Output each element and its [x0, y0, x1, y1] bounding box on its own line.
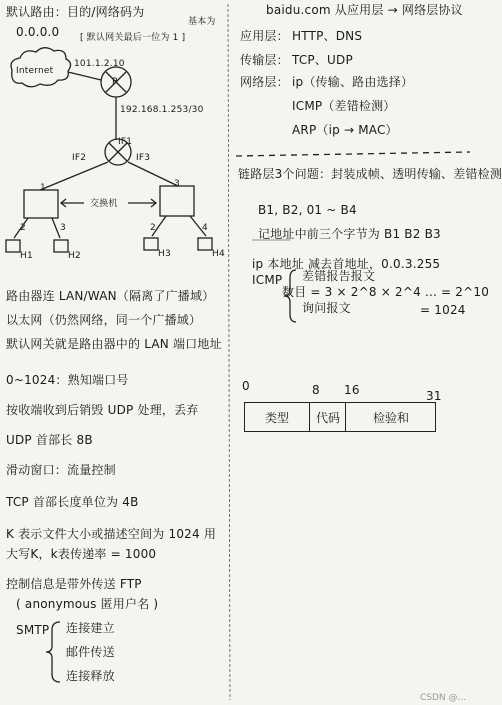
ruler-label: 31 [426, 389, 442, 403]
transport-layer-label: 传输层： [240, 53, 289, 67]
port-label: 4 [202, 223, 208, 233]
table-cell-code: 代码 [311, 403, 346, 431]
network-layer-ip: ip（传输、路由选择） [292, 75, 414, 89]
note-router-lan-wan: 路由器连 LAN/WAN（隔离了广播域） [6, 289, 215, 303]
icmp-item: 差错报告报文 [302, 269, 376, 283]
host-label: H4 [212, 249, 225, 259]
network-layer-icmp: ICMP（差错检测） [292, 99, 396, 113]
host-label: H2 [68, 251, 81, 261]
right-dashed-separator [236, 152, 470, 156]
count-line: 数目 = 3 × 2^8 × 2^4 ... = 2^10 [282, 285, 490, 299]
count-result: = 1024 [420, 303, 466, 317]
wan-ip-label: 101.1.2.10 [74, 59, 125, 69]
table-cell-checksum: 检验和 [372, 410, 409, 425]
note-ethernet: 以太网（仍然网络，同一个广播域） [6, 313, 202, 327]
lan-ip-label: 192.168.1.253/30 [120, 105, 204, 115]
app-layer-value: HTTP、DNS [292, 29, 363, 43]
note-default-gateway: 默认网关就是路由器中的 LAN 端口地址 [6, 337, 222, 351]
table-cell-type: 类型 [245, 403, 310, 431]
port-label: 2 [20, 223, 26, 233]
app-layer-label: 应用层： [240, 29, 289, 43]
host-label: H3 [158, 249, 171, 259]
smtp-item: 连接释放 [66, 669, 115, 683]
note-sliding-window: 滑动窗口：流量控制 [6, 463, 116, 477]
watermark: CSDN @... [420, 693, 467, 703]
port-label: 3 [174, 179, 180, 189]
smtp-item: 邮件传送 [66, 645, 115, 659]
ip-address-note: ip 本地址 减去首地址，0.0.3.255 [252, 257, 441, 271]
ruler-label: 16 [344, 383, 360, 397]
switch-label: 交换机 [90, 199, 118, 209]
smtp-item: 连接建立 [66, 621, 115, 635]
network-layer-label: 网络层： [240, 75, 289, 89]
default-route-title: 默认路由：目的/网络码为 [6, 5, 145, 19]
note-anonymous: ( anonymous 匿用户名 ) [16, 597, 159, 611]
if3-label: IF3 [136, 153, 151, 163]
note-k-meaning: K 表示文件大小或描述空间为 1024 用 [6, 527, 217, 541]
icmp-label: ICMP [252, 273, 283, 287]
port-label: 2 [150, 223, 156, 233]
top-right-note: 基本为 [188, 17, 216, 27]
note-well-known-ports: 0~1024：熟知端口号 [6, 373, 129, 387]
if1-label: IF1 [118, 137, 133, 147]
note-k-rate: 大写K，k表传递率 = 1000 [6, 547, 157, 561]
port-label: 3 [60, 223, 66, 233]
router-label: R [112, 77, 119, 87]
host-label: H1 [20, 251, 33, 261]
icmp-header-table [244, 402, 436, 432]
default-route-zeros: 0.0.0.0 [16, 25, 60, 39]
port-label: 1 [40, 183, 46, 193]
note-udp-discard: 按收端收到后销毁 UDP 处理，丢弃 [6, 403, 199, 417]
ruler-label: 0 [242, 379, 250, 393]
b-address-note: 记地址中前三个字节为 B1 B2 B3 [258, 227, 441, 241]
if2-label: IF2 [72, 153, 87, 163]
note-ftp: 控制信息是带外传送 FTP [6, 577, 142, 591]
icmp-item: 询问报文 [302, 301, 351, 315]
right-header: baidu.com 从应用层 → 网络层协议 [266, 3, 463, 17]
b-sequence: B1, B2, 01 ~ B4 [258, 203, 357, 217]
transport-layer-value: TCP、UDP [292, 53, 353, 67]
host-h2-icon [54, 240, 68, 252]
network-layer-arp: ARP（ip → MAC） [292, 123, 398, 137]
column-divider [228, 4, 230, 700]
host-h1-icon [6, 240, 20, 252]
default-route-note: [ 默认网关最后一位为 1 ] [80, 33, 186, 43]
datalink-title: 链路层3个问题：封装成帧、透明传输、差错检测 [238, 167, 502, 181]
note-tcp-header: TCP 首部长度单位为 4B [6, 495, 139, 509]
smtp-label: SMTP [16, 623, 50, 637]
ruler-label: 8 [312, 383, 320, 397]
note-udp-header: UDP 首部长 8B [6, 433, 93, 447]
host-h3-icon [144, 238, 158, 250]
internet-label: Internet [16, 66, 54, 76]
host-h4-icon [198, 238, 212, 250]
